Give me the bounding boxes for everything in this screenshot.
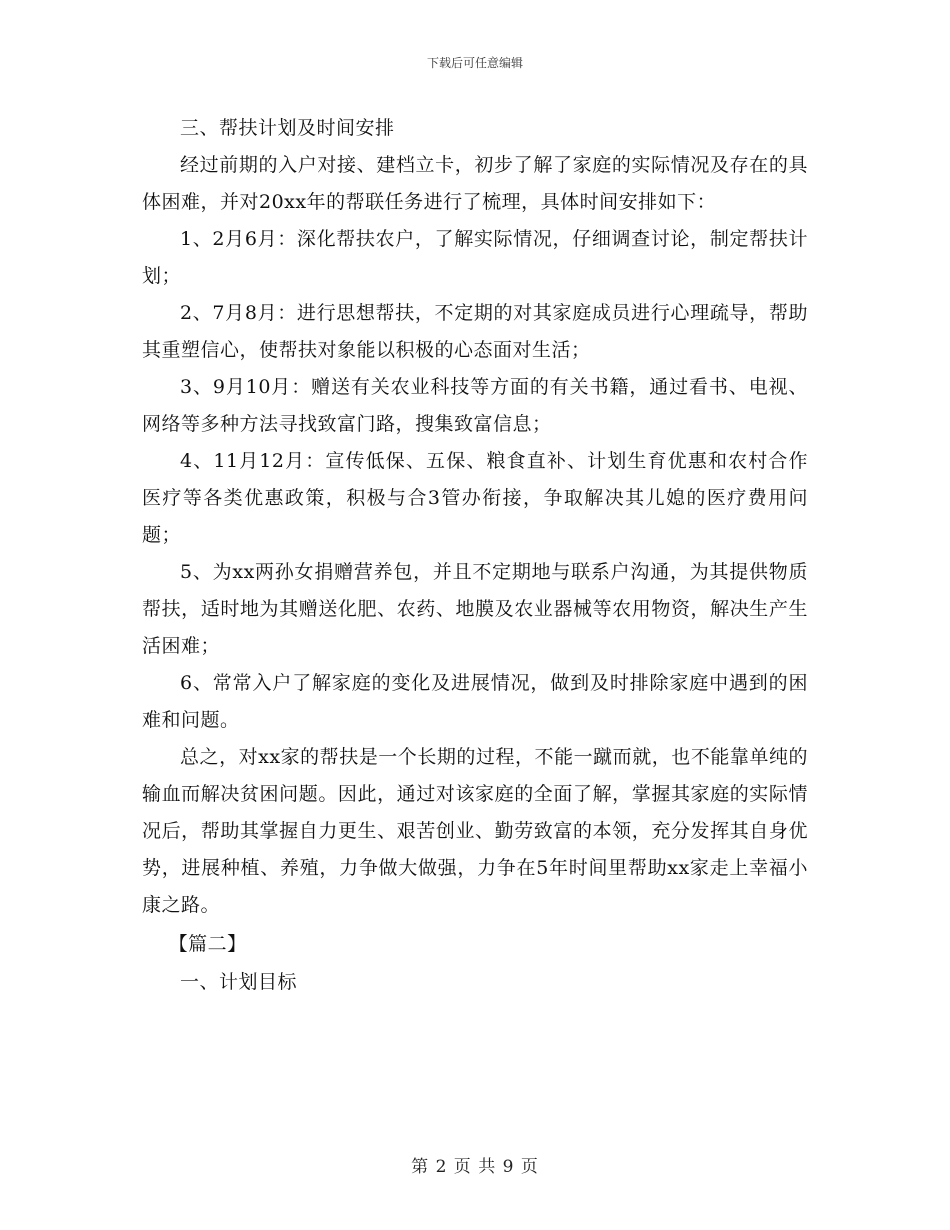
- list-item-4: 4、11月12月：宣传低保、五保、粮食直补、计划生育优惠和农村合作医疗等各类优惠政策，积极与合3管办衔接，争取解决其儿媳的医疗费用问题；: [142, 450, 808, 546]
- list-item-2: 2、7月8月：进行思想帮扶，不定期的对其家庭成员进行心理疏导，帮助其重塑信心，使帮扶对象能以积极的心态面对生活；: [142, 302, 808, 361]
- paragraph-intro: 经过前期的入户对接、建档立卡，初步了解了家庭的实际情况及存在的具体困难，并对20xx年的帮联任务进行了梳理，具体时间安排如下：: [142, 154, 808, 213]
- page-footer-page-number: 第 2 页 共 9 页: [411, 1157, 539, 1177]
- list-item-1: 1、2月6月：深化帮扶农户，了解实际情况，仔细调查讨论，制定帮扶计划；: [142, 228, 808, 287]
- section-marker-part-two: 【篇二】: [168, 933, 247, 955]
- list-item-6: 6、常常入户了解家庭的变化及进展情况，做到及时排除家庭中遇到的困难和问题。: [142, 672, 808, 731]
- document-body: [142, 110, 808, 1001]
- section-heading-plan-goal: 一、计划目标: [180, 971, 298, 993]
- list-item-3: 3、9月10月：赠送有关农业科技等方面的有关书籍，通过看书、电视、网络等多种方法寻找致富门路，搜集致富信息；: [142, 376, 808, 435]
- list-item-5: 5、为xx两孙女捐赠营养包，并且不定期地与联系户沟通，为其提供物质帮扶，适时地为其赠送化肥、农药、地膜及农业器械等农用物资，解决生产生活困难；: [142, 561, 808, 657]
- paragraph-conclusion: 总之，对xx家的帮扶是一个长期的过程，不能一蹴而就，也不能靠单纯的输血而解决贫困问题。因此，通过对该家庭的全面了解，掌握其家庭的实际情况后，帮助其掌握自力更生、艰苦创业、勤劳致富的本领，充分发挥其自身优势，进展种植、养殖，力争做大做强，力争在5年时间里帮助xx家走上幸福小康之路。: [142, 746, 808, 916]
- page-header: 下载后可任意编辑: [426, 56, 523, 70]
- section-heading-plan-schedule: 三、帮扶计划及时间安排: [180, 117, 395, 139]
